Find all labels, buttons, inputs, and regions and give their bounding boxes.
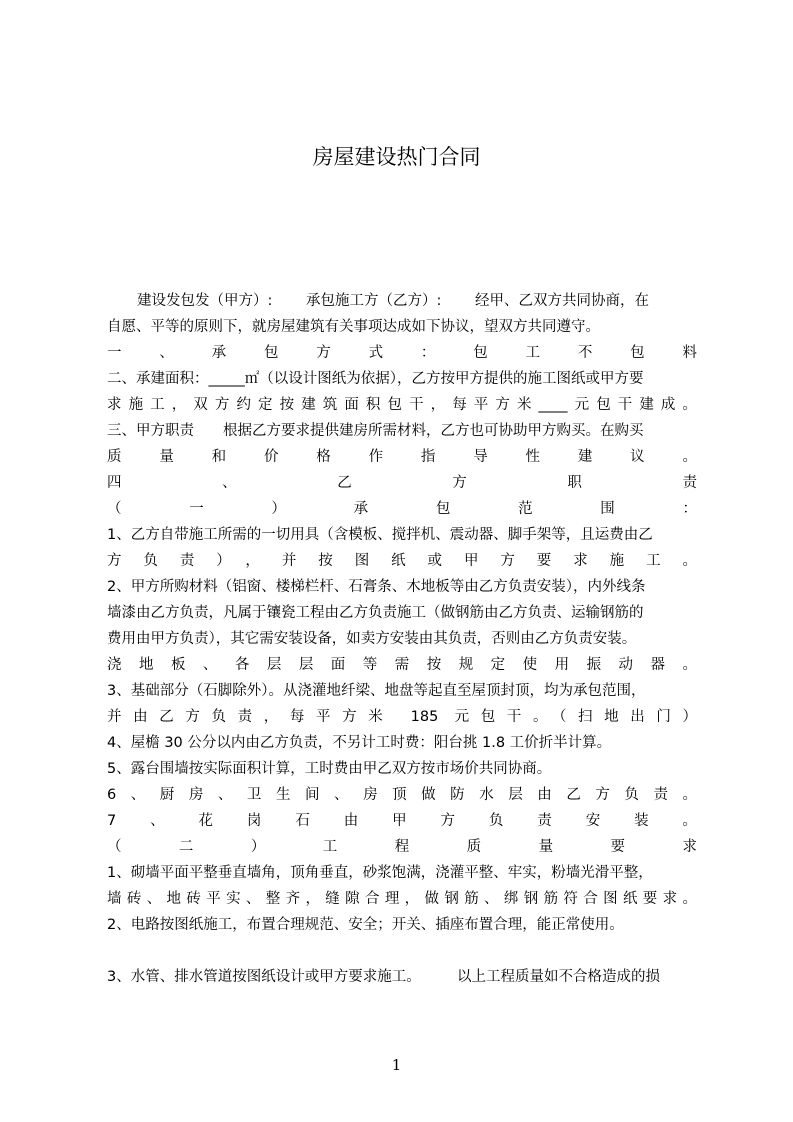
quality-item-1: 1、砌墙平面平整垂直墙角，顶角垂直，砂浆饱满，浇灌平整、牢实，粉墙光滑平整，: [107, 865, 653, 881]
scope-item-5: 5、露台围墙按实际面积计算，工时费由甲乙双方按市场价共同协商。: [107, 761, 552, 777]
subsection-quality-requirements: （二）工程质量要求: [107, 839, 697, 855]
scope-item-1-cont: 方负责），并按图纸或甲方要求施工。: [107, 553, 697, 569]
construction-area-cont: 求施工，双方约定按建筑面积包干，每平方米____元包干建成。: [107, 397, 697, 413]
scope-item-2: 2、甲方所购材料（铝窗、楼梯栏杆、石膏条、木地板等由乙方负责安装），内外线条: [107, 579, 646, 595]
quality-item-1-cont: 墙砖、地砖平实、整齐，缝隙合理，做钢筋、绑钢筋符合图纸要求。: [107, 891, 697, 907]
scope-item-2-cont-b: 费用由甲方负责），其它需安装设备，如卖方安装由其负责，否则由乙方负责安装。: [107, 631, 637, 647]
scope-item-3-cont: 并由乙方负责，每平方米 185 元包干。（扫地出门）: [107, 709, 697, 725]
section-party-a-duties: 三、甲方职责 根据乙方要求提供建房所需材料，乙方也可协助甲方购买。在购买: [107, 423, 644, 439]
paragraph-parties-line: 建设发包发（甲方）: 承包施工方（乙方）: 经甲、乙双方共同协商，在: [137, 293, 649, 309]
document-title: 房屋建设热门合同: [312, 145, 481, 169]
section-construction-area: 二、承建面积：_____㎡（以设计图纸为依据），乙方按甲方提供的施工图纸或甲方要: [107, 371, 644, 387]
scope-item-2-cont-c: 浇地板、各层层面等需按规定使用振动器。: [107, 657, 697, 673]
blank-line: [107, 938, 697, 964]
scope-item-3: 3、基础部分（石脚除外）。从浇灌地纤梁、地盘等起直至屋顶封顶，均为承包范围，: [107, 683, 646, 699]
party-a-duties-cont: 质量和价格作指导性建议。: [107, 449, 697, 465]
subsection-contract-scope: （一）承包范围：: [107, 501, 697, 517]
scope-item-1: 1、乙方自带施工所需的一切用具（含模板、搅拌机、震动器、脚手架等，且运费由乙: [107, 527, 653, 543]
scope-item-7: 7、花岗石由甲方负责安装。: [107, 813, 697, 829]
section-contract-mode: 一、承包方式：包工不包料: [107, 345, 697, 361]
quality-item-3: 3、水管、排水管道按图纸设计或甲方要求施工。 以上工程质量如不合格造成的损: [107, 969, 660, 985]
page-number: 1: [391, 1056, 402, 1074]
contract-body: [107, 288, 697, 990]
paragraph-agreement-line: 自愿、平等的原则下，就房屋建筑有关事项达成如下协议，望双方共同遵守。: [107, 319, 600, 335]
quality-item-2: 2、电路按图纸施工，布置合理规范、安全；开关、插座布置合理，能正常使用。: [107, 917, 624, 933]
scope-item-2-cont-a: 墙漆由乙方负责，凡属于镶瓷工程由乙方负责施工（做钢筋由乙方负责、运输钢筋的: [107, 605, 644, 621]
section-party-b-duties: 四、乙方职责: [107, 475, 697, 491]
scope-item-4: 4、屋檐 30 公分以内由乙方负责，不另计工时费：阳台挑 1.8 工价折半计算。: [107, 735, 612, 751]
scope-item-6: 6、厨房、卫生间、房顶做防水层由乙方负责。: [107, 787, 697, 803]
